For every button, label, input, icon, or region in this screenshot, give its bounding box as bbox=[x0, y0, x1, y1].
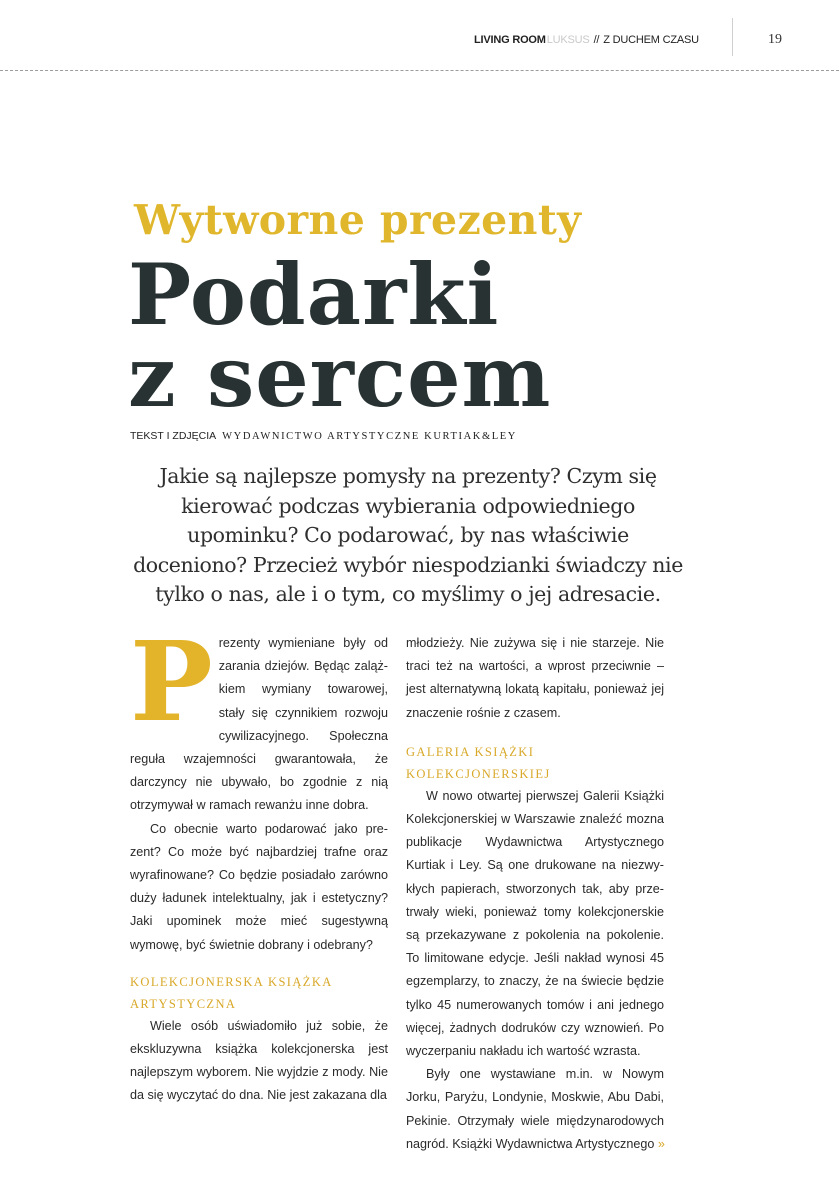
credit-name: WYDAWNICTWO ARTYSTYCZNE KURTIAK&LEY bbox=[222, 431, 517, 442]
article-credit bbox=[130, 430, 517, 442]
article-lead: Jakie są najlepsze pomysły na prezenty? Czym się kierować podczas wybierania odpowiedniego upominku? Co podarować, by nas właściwie doceniono? Przecież wybór niespodzianki świadczy nie tylko o nas, ale i o tym, co myślimy o jej adresacie. bbox=[133, 464, 683, 606]
subhead-kolekcjonerska: KOLEKCJONERSKA KSIĄŻKA ARTYSTYCZNA bbox=[130, 974, 332, 1011]
page-number: 19 bbox=[768, 32, 782, 47]
paragraph-5 bbox=[406, 1063, 664, 1156]
drop-cap: P bbox=[130, 617, 213, 746]
header-separator: // bbox=[593, 34, 600, 46]
continue-arrow-icon: » bbox=[657, 1136, 663, 1151]
header-subsection: Z DUCHEM CZASU bbox=[603, 34, 699, 46]
article-title bbox=[128, 245, 552, 426]
body-column-left bbox=[130, 617, 388, 1108]
article-kicker: Wytworne prezenty bbox=[134, 196, 582, 244]
header-brand: LUKSUS bbox=[546, 34, 590, 46]
header-divider bbox=[732, 18, 733, 56]
header-rule bbox=[0, 70, 839, 71]
credit-label: TEKST I ZDJĘCIA bbox=[130, 430, 217, 442]
header-section: LIVING ROOM bbox=[474, 34, 546, 46]
paragraph-4: W nowo otwartej pierwszej Galerii Książki Kolekcjonerskiej w Warszawie znaleźć mozna publikacje Wydawnictwa Artystycznego Kurtiak i Ley. Są one drukowane na niezwykłych papierach, stworzonych tak, aby przetrwały wieki, ponieważ tomy kolekcjonerskie są przekazywane z pokolenia na pokolenie. To limitowane edycje. Jeśli nakład wynosi 45 egzemplarzy, to znaczy, że na świecie będzie tylko 45 numerowanych tomów i ani jednego więcej, żadnych dodruków czy wznowień. Po wyczerpaniu nakładu ich wartość wzrasta. bbox=[406, 788, 664, 1059]
title-line-1: Podarki bbox=[128, 245, 500, 344]
running-header bbox=[474, 34, 699, 46]
subhead-galeria: GALERIA KSIĄŻKI KOLEKCJONERSKIEJ bbox=[406, 744, 551, 781]
paragraph-3: Wiele osób uświadomiło już sobie, że ekskluzywna książka kolekcjonerska jest najlepszym wyborem. Nie wyjdzie z mody. Nie da się wyczytać do dna. Nie jest zakazana dla bbox=[130, 1018, 388, 1103]
paragraph-5-text: Były one wystawiane m.in. w Nowym Jorku, Paryżu, Londynie, Moskwie, Abu Dabi, Pekinie. Otrzymały wiele międzynarodowych nagród. Książki Wydawnictwa Artystycznego bbox=[406, 1067, 664, 1151]
paragraph-1: rezenty wymieniane były od zarania dziejów. Będąc zalążkiem wymiany towarowej, stały się czynnikiem rozwoju cywilizacyjnego. Społeczna reguła wzajemności gwarantowała, że darczyncy nie ubywało, bo zgodnie z nią otrzymywał w ramach rewanżu inne dobra. bbox=[130, 636, 388, 813]
paragraph-3-continued: młodzieży. Nie zużywa się i nie starzeje. Nie traci też na wartości, a wprost przeciwnie – jest alternatywną lokatą kapitału, ponieważ jej znaczenie rośnie z czasem. bbox=[406, 636, 664, 720]
body-column-right bbox=[406, 632, 664, 1156]
paragraph-2: Co obecnie warto podarować jako prezent? Co może być najbardziej trafne oraz wyrafinowane? Co będzie posiadało zarówno duży ładunek intelektualny, jak i estetyczny? Jaki upominek może mieć sugestywną wymowę, być świetnie dobrany i odebrany? bbox=[130, 821, 388, 952]
title-line-2: z sercem bbox=[128, 327, 552, 426]
